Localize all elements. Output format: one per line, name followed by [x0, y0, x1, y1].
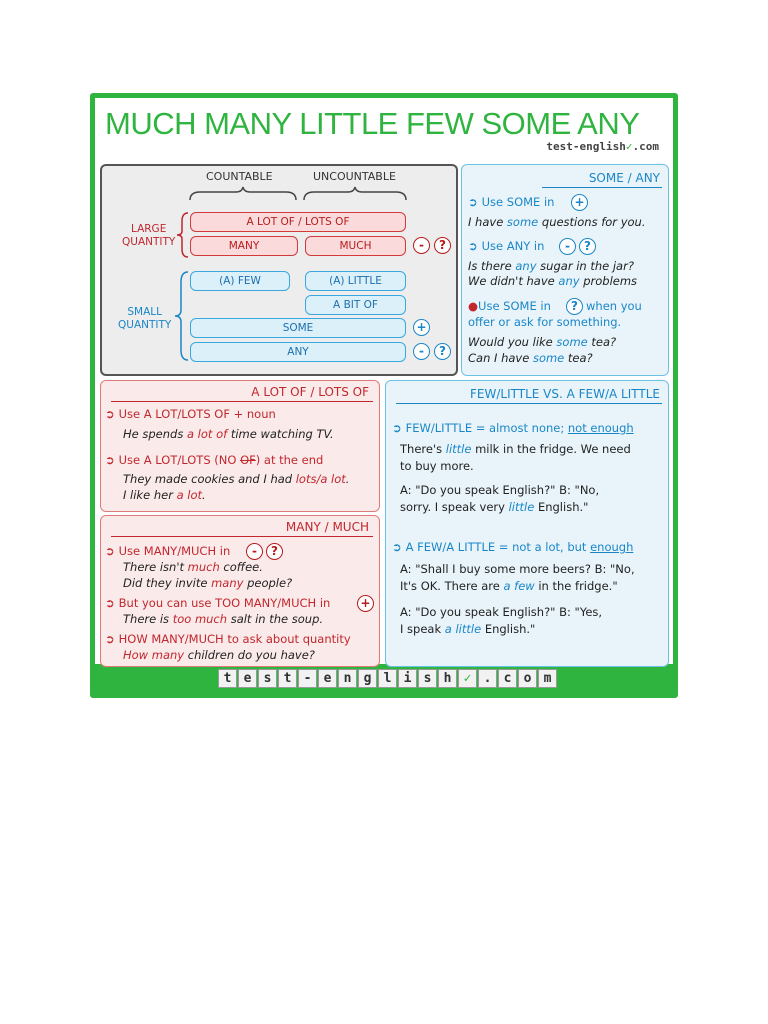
ex-text: I like her — [123, 488, 177, 502]
few-example-4: A: "Do you speak English?" B: "Yes, — [400, 605, 603, 619]
some-any-panel — [461, 164, 669, 376]
brand-letter: t — [218, 669, 237, 688]
offer-rule-line2: offer or ask for something. — [468, 315, 622, 329]
warning-icon: ● — [468, 299, 479, 313]
few-example-4b — [400, 622, 535, 636]
any-example-1 — [468, 259, 634, 273]
ex-text: questions for you. — [538, 215, 646, 229]
plus-icon: + — [357, 595, 374, 612]
brand-letter: s — [258, 669, 277, 688]
question-icon: ? — [434, 343, 451, 360]
rule-underlined: not enough — [567, 421, 634, 435]
heading-underline — [542, 187, 662, 188]
lots-of-panel — [100, 380, 380, 512]
large-quantity-label — [122, 223, 175, 249]
many-much-heading: MANY / MUCH — [285, 520, 369, 534]
countable-brace-icon — [188, 186, 298, 202]
lots-example-2 — [123, 472, 349, 486]
brand-suffix: .com — [632, 140, 659, 153]
many-example-2 — [123, 576, 292, 590]
ex-text: people? — [243, 576, 293, 590]
ex-text: problems — [579, 274, 638, 288]
many-example-4 — [123, 648, 315, 662]
brand-letter: - — [298, 669, 317, 688]
ex-text: salt in the soup. — [227, 612, 324, 626]
page-title: MUCH MANY LITTLE FEW SOME ANY — [105, 106, 640, 141]
ex-text: tea? — [564, 351, 593, 365]
lots-of-heading: A LOT OF / LOTS OF — [251, 385, 369, 399]
ex-text: We didn't have — [468, 274, 559, 288]
brand-letter: e — [238, 669, 257, 688]
many-rule-1 — [105, 544, 230, 558]
many-rule-3 — [105, 632, 351, 646]
heading-underline — [111, 401, 373, 402]
minus-icon: - — [246, 543, 263, 560]
few-rule-2 — [392, 540, 633, 554]
ex-text: English." — [481, 622, 536, 636]
lots-rule-2 — [105, 453, 323, 467]
a-little-pill: (A) LITTLE — [305, 271, 406, 291]
ex-highlight: a little — [444, 622, 482, 636]
ex-text: He spends — [123, 427, 187, 441]
ex-text: I have — [468, 215, 507, 229]
rule-strike: OF — [240, 453, 256, 467]
brand-letter: g — [358, 669, 377, 688]
arrow-icon: ➲ — [468, 239, 482, 253]
minus-icon: - — [413, 237, 430, 254]
arrow-icon: ➲ — [392, 540, 406, 554]
large-label-1: LARGE — [130, 223, 167, 235]
uncountable-brace-icon — [302, 186, 410, 202]
countable-header: COUNTABLE — [206, 170, 273, 183]
few-example-3b — [400, 579, 618, 593]
brand-letter: c — [498, 669, 517, 688]
brand-letter: l — [378, 669, 397, 688]
ex-highlight: some — [532, 351, 565, 365]
few-little-heading: FEW/LITTLE VS. A FEW/A LITTLE — [470, 387, 660, 401]
a-bit-of-pill: A BIT OF — [305, 295, 406, 315]
few-example-1b: to buy more. — [400, 459, 474, 473]
quantity-chart-panel — [100, 164, 458, 376]
heading-underline — [396, 403, 662, 404]
brand-name: test-english — [546, 140, 626, 153]
question-icon: ? — [266, 543, 283, 560]
rule-text: Use A LOT/LOTS OF + noun — [118, 407, 276, 421]
few-example-2b — [400, 500, 588, 514]
ex-highlight: little — [445, 442, 472, 456]
few-rule-1 — [392, 421, 634, 435]
arrow-icon: ➲ — [392, 421, 406, 435]
question-icon: ? — [434, 237, 451, 254]
arrow-icon: ➲ — [105, 632, 119, 646]
brand-letter: t — [278, 669, 297, 688]
brand-letter: m — [538, 669, 557, 688]
offer-example-1 — [468, 335, 616, 349]
poster-inner — [95, 98, 673, 664]
some-example — [468, 215, 645, 229]
lots-example-1 — [123, 427, 334, 441]
ex-text: English." — [534, 500, 589, 514]
rule-text: Use MANY/MUCH in — [118, 544, 231, 558]
many-much-panel — [100, 515, 380, 667]
large-brace-icon — [176, 211, 190, 259]
rule-text: FEW/LITTLE = almost none; — [405, 421, 568, 435]
ex-text: It's OK. There are — [400, 579, 504, 593]
question-icon: ? — [579, 238, 596, 255]
bottom-brand-logo — [218, 669, 558, 689]
rule-text: Use ANY in — [481, 239, 545, 253]
ex-text: Can I have — [468, 351, 533, 365]
many-pill: MANY — [190, 236, 298, 256]
ex-text: sugar in the jar? — [536, 259, 634, 273]
brand-letter: . — [478, 669, 497, 688]
many-rule-2 — [105, 596, 330, 610]
some-pill: SOME — [190, 318, 406, 338]
rule-underlined: enough — [590, 540, 634, 554]
ex-text: children do you have? — [184, 648, 315, 662]
plus-icon: + — [571, 194, 588, 211]
ex-text: There's — [400, 442, 446, 456]
brand-letter: h — [438, 669, 457, 688]
arrow-icon: ➲ — [468, 195, 482, 209]
poster-frame — [90, 93, 678, 698]
any-example-2 — [468, 274, 637, 288]
ex-highlight: some — [556, 335, 588, 349]
ex-text: I speak — [400, 622, 445, 636]
small-label-1: SMALL — [127, 306, 162, 318]
rule-text: HOW MANY/MUCH to ask about quantity — [118, 632, 351, 646]
brand-letter: s — [418, 669, 437, 688]
any-rule — [468, 239, 544, 253]
ex-highlight: a lot — [176, 488, 203, 502]
ex-text: Did they invite — [123, 576, 212, 590]
any-pill: ANY — [190, 342, 406, 362]
arrow-icon: ➲ — [105, 596, 119, 610]
few-example-3: A: "Shall I buy some more beers? B: "No, — [400, 562, 635, 576]
brand-letter: ✓ — [458, 669, 477, 688]
ex-text: sorry. I speak very — [400, 500, 509, 514]
rule-text: Use SOME in — [478, 299, 551, 313]
ex-text: They made cookies and I had — [123, 472, 296, 486]
ex-text: time watching TV. — [227, 427, 334, 441]
ex-highlight: How many — [123, 648, 185, 662]
rule-text: Use A LOT/LOTS (NO — [118, 453, 241, 467]
ex-highlight: much — [187, 560, 220, 574]
offer-example-2 — [468, 351, 593, 365]
brand-letter: o — [518, 669, 537, 688]
small-label-2: QUANTITY — [118, 319, 172, 331]
small-brace-icon — [174, 270, 190, 362]
small-quantity-label — [118, 306, 171, 332]
ex-highlight: too much — [172, 612, 228, 626]
few-example-2: A: "Do you speak English?" B: "No, — [400, 483, 600, 497]
plus-icon: + — [413, 319, 430, 336]
ex-highlight: a lot of — [186, 427, 228, 441]
brand-letter: n — [338, 669, 357, 688]
ex-highlight: any — [558, 274, 580, 288]
question-icon: ? — [566, 298, 583, 315]
ex-highlight: many — [211, 576, 244, 590]
large-label-2: QUANTITY — [122, 236, 176, 248]
few-little-panel — [385, 380, 669, 667]
uncountable-header: UNCOUNTABLE — [313, 170, 396, 183]
minus-icon: - — [559, 238, 576, 255]
much-pill: MUCH — [305, 236, 406, 256]
heading-underline — [111, 536, 373, 537]
arrow-icon: ➲ — [105, 407, 119, 421]
check-icon: ✓ — [625, 140, 633, 153]
brand-logo — [546, 140, 659, 153]
a-lot-of-pill: A LOT OF / LOTS OF — [190, 212, 406, 232]
many-example-3 — [123, 612, 323, 626]
brand-letter: i — [398, 669, 417, 688]
rule-text: ) at the end — [255, 453, 324, 467]
some-any-heading: SOME / ANY — [588, 171, 660, 185]
ex-text: There is — [123, 612, 173, 626]
offer-rule-cont: when you — [586, 299, 642, 313]
lots-rule-1 — [105, 407, 276, 421]
ex-highlight: a few — [503, 579, 535, 593]
brand-letter: e — [318, 669, 337, 688]
ex-text: in the fridge." — [534, 579, 618, 593]
ex-highlight: any — [515, 259, 537, 273]
ex-text: There isn't — [123, 560, 188, 574]
rule-text: But you can use TOO MANY/MUCH in — [118, 596, 331, 610]
lots-example-3 — [123, 488, 206, 502]
arrow-icon: ➲ — [105, 544, 119, 558]
ex-highlight: some — [506, 215, 539, 229]
some-rule — [468, 195, 554, 209]
many-example-1 — [123, 560, 263, 574]
minus-icon: - — [413, 343, 430, 360]
ex-text: Would you like — [468, 335, 557, 349]
ex-highlight: little — [508, 500, 535, 514]
ex-text: coffee. — [219, 560, 263, 574]
ex-text: Is there — [468, 259, 516, 273]
offer-rule — [468, 299, 551, 313]
few-example-1 — [400, 442, 631, 456]
a-few-pill: (A) FEW — [190, 271, 290, 291]
arrow-icon: ➲ — [105, 453, 119, 467]
ex-text: milk in the fridge. We need — [471, 442, 631, 456]
ex-text: . — [345, 472, 350, 486]
rule-text: Use SOME in — [481, 195, 555, 209]
rule-text: A FEW/A LITTLE = not a lot, but — [405, 540, 591, 554]
ex-text: . — [202, 488, 206, 502]
ex-highlight: lots/a lot — [295, 472, 346, 486]
ex-text: tea? — [587, 335, 617, 349]
